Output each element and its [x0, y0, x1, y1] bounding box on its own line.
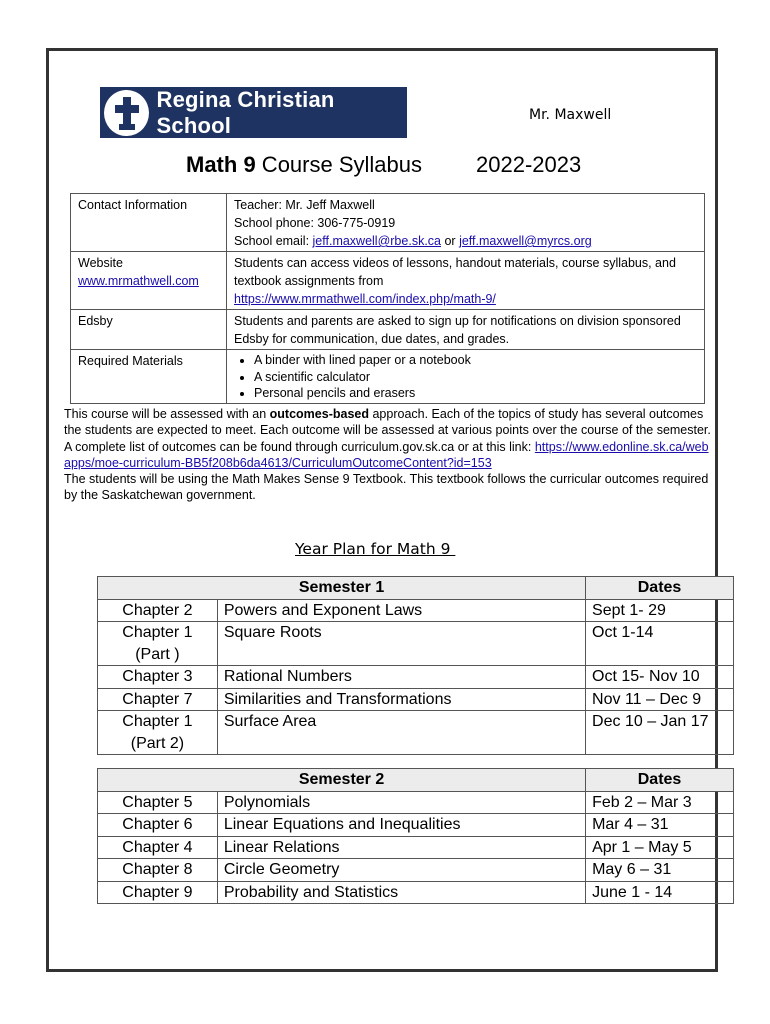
website-link[interactable]: www.mrmathwell.com	[78, 274, 199, 288]
table-row: Chapter 3 Rational Numbers Oct 15- Nov 10	[98, 666, 734, 689]
website-row: Website www.mrmathwell.com Students can access videos of lessons, handout materials, course syllabus, and textbook assignments from https://www.mrmathwell.com/index.php/math-9/	[71, 252, 705, 310]
list-item: • A scientific calculator	[254, 369, 698, 386]
year-plan-title: Year Plan for Math 9	[295, 540, 456, 558]
school-name: Regina Christian School	[156, 86, 335, 138]
table-row: Chapter 6 Linear Equations and Inequalities Mar 4 – 31	[98, 814, 734, 837]
table-row: Chapter 5 Polynomials Feb 2 – Mar 3	[98, 791, 734, 814]
contact-label: Contact Information	[71, 194, 227, 252]
email-link-rbe[interactable]: jeff.maxwell@rbe.sk.ca	[312, 234, 441, 248]
semester1-table: Semester 1 Dates Chapter 2 Powers and Exponent Laws Sept 1- 29 Chapter 1 (Part ) Square Roots Oct 1-14 Chapter 3 Rational Numbers Oct 15- Nov 10 Chapter 7 Similarities and Transformations Nov 11 – Dec 9 Chapter 1 (Part 2) Surface Area Dec 10 – Jan 17	[97, 576, 734, 755]
school-year: 2022-2023	[476, 152, 582, 177]
materials-row: Required Materials • A binder with lined paper or a notebook • A scientific calculator • Personal pencils and erasers	[71, 350, 705, 404]
math9-page-link[interactable]: https://www.mrmathwell.com/index.php/math-9/	[234, 292, 496, 306]
list-item: • A binder with lined paper or a notebook	[254, 352, 698, 369]
contact-row	[71, 194, 705, 252]
assessment-paragraph: This course will be assessed with an outcomes-based approach. Each of the topics of study has several outcomes the students are expected to meet. Each outcome will be assessed at various points over the course of the semester. A complete list of outcomes can be found through curriculum.gov.sk.ca or at this link: https://www.edonline.sk.ca/webapps/moe-curriculum-BB5f208b6da4613/CurriculumOutcomeContent?id=153 The students will be using the Math Makes Sense 9 Textbook. This textbook follows the curricular outcomes required by the Saskatchewan government.	[64, 407, 711, 503]
contact-details: Teacher: Mr. Jeff Maxwell School phone: 306-775-0919 School email: jeff.maxwell@rbe.sk.ca or jeff.maxwell@myrcs.org	[227, 194, 705, 252]
cross-icon	[104, 90, 149, 136]
table-row: Chapter 2 Powers and Exponent Laws Sept 1- 29	[98, 599, 734, 622]
table-row: Chapter 8 Circle Geometry May 6 – 31	[98, 859, 734, 882]
semester2-table: Semester 2 Dates Chapter 5 Polynomials Feb 2 – Mar 3 Chapter 6 Linear Equations and Inequalities Mar 4 – 31 Chapter 4 Linear Relations Apr 1 – May 5 Chapter 8 Circle Geometry May 6 – 31 Chapter 9 Probability and Statistics June 1 - 14	[97, 768, 734, 904]
textbook-paragraph: The students will be using the Math Makes Sense 9 Textbook. This textbook follows the curricular outcomes required by the Saskatchewan government.	[64, 472, 709, 503]
list-item: • Personal pencils and erasers	[254, 385, 698, 402]
table-row: Chapter 4 Linear Relations Apr 1 – May 5	[98, 836, 734, 859]
table-row: Chapter 9 Probability and Statistics June 1 - 14	[98, 881, 734, 904]
email-link-myrcs[interactable]: jeff.maxwell@myrcs.org	[459, 234, 592, 248]
curriculum-link[interactable]: https://www.edonline.sk.ca/webapps/moe-curriculum-BB5f208b6da4613/CurriculumOutcomeContent?id=153	[64, 439, 709, 470]
materials-list	[234, 352, 698, 402]
school-logo	[100, 87, 407, 138]
table-row: Chapter 7 Similarities and Transformations Nov 11 – Dec 9	[98, 688, 734, 711]
table-row: Chapter 1 (Part 2) Surface Area Dec 10 – Jan 17	[98, 711, 734, 755]
edsby-row: Edsby Students and parents are asked to sign up for notifications on division sponsored Edsby for communication, due dates, and grades.	[71, 310, 705, 350]
teacher-name: Mr. Maxwell	[529, 107, 612, 123]
page-title: Math 9 Course Syllabus	[186, 152, 422, 177]
table-row: Chapter 1 (Part ) Square Roots Oct 1-14	[98, 622, 734, 666]
info-table	[70, 193, 705, 404]
